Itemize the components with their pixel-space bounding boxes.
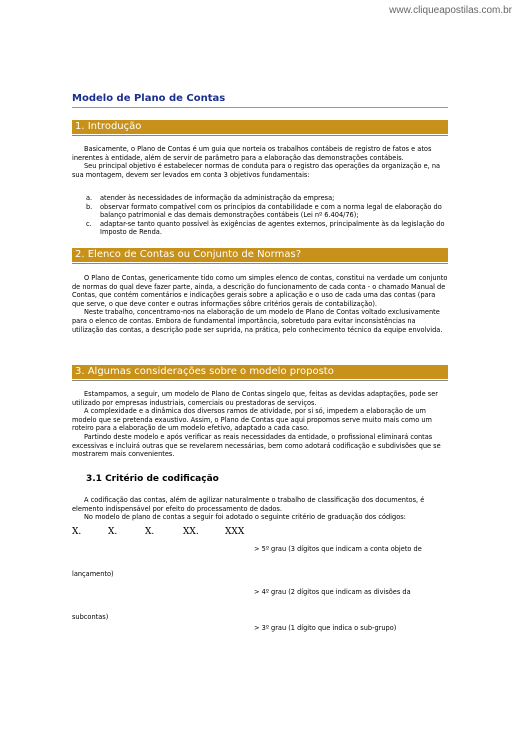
list-item-label: b. [86,202,93,211]
section-divider [72,263,448,264]
list-item [86,220,446,237]
paragraph: Estampamos, a seguir, um modelo de Plano de Contas singelo que, feitas as devidas adaptações, pode ser utilizado por empresas industriais, comerciais ou prestadoras de serviços. [72,390,438,407]
code-mask [72,527,244,537]
list-item-text: observar formato compatível com os princípios da contabilidade e com a norma legal de elaboração do balanço patrimonial e das demais demonstrações contábeis (Lei nº 6.404/76); [100,202,442,220]
paragraph: No modelo de plano de contas a seguir foi adotado o seguinte critério de graduação dos códigos: [84,513,406,522]
objectives-list [86,194,446,237]
paragraph: A codificação das contas, além de agilizar naturalmente o trabalho de classificação dos documentos, é elemento indispensável por efeito do processamento de dados. [72,496,425,513]
section-1-body [72,145,448,179]
grade-continuation: subcontas) [72,612,109,621]
code-segment: X. [72,527,82,537]
paragraph: Neste trabalho, concentramo-nos na elaboração de um modelo de Plano de Contas voltado exclusivamente para o elenco de contas. Embora de fundamental importância, sobretudo para evitar inconsistências na utilização das contas, a descrição pode ser suprida, na prática, pelo conhecimento técnico da equipe envolvida. [72,308,443,334]
grade-5 [72,545,448,578]
paragraph: A complexidade e a dinâmica dos diversos ramos de atividade, por si só, impedem a elaboração de um modelo que se pretenda exaustivo. Assim, o Plano de Contas que aqui propomos serve muito mais como um roteiro para a elaboração de um modelo efetivo, adaptado a cada caso. [72,407,432,433]
list-item-text: atender às necessidades de informação da administração da empresa; [100,194,335,202]
code-segment: X. [145,527,155,537]
paragraph: Partindo deste modelo e após verificar as reais necessidades da entidade, o profissional eliminará contas excessivas e incluirá outras que se revelarem necessárias, bem como adotará codificação e subdivisões que se mostrarem mais convenientes. [72,432,441,459]
list-item-label: a. [86,194,93,202]
section-heading-elenco-de-contas: 2. Elenco de Contas ou Conjunto de Normas? [72,248,448,262]
grade-3 [72,624,448,633]
grade-description: > 4º grau (2 dígitos que indicam as divisões da [254,588,411,596]
subsection-heading-criterio-de-codificacao: 3.1 Critério de codificação [86,474,219,484]
list-item [86,194,446,203]
section-divider [72,380,448,381]
grade-4 [72,588,448,621]
code-segment: X. [108,527,118,537]
paragraph: Seu principal objetivo é estabelecer normas de conduta para o registro das operações da organização e, na sua montagem, devem ser levados em conta 3 objetivos fundamentais: [72,162,441,179]
list-item-label: c. [86,219,92,228]
section-divider [72,135,448,136]
document-title: Modelo de Plano de Contas [72,93,226,104]
list-item-text: adaptar-se tanto quanto possível às exigências de agentes externos, principalmente às da legislação do Imposto de Renda. [100,219,445,237]
site-watermark: www.cliqueapostilas.com.br [389,5,512,16]
paragraph: O Plano de Contas, genericamente tido como um simples elenco de contas, constitui na verdade um conjunto de normas do qual deve fazer parte, ainda, a descrição do funcionamento de cada conta - o chamado Manual de Contas, que contém comentários e indicações gerais sobre a aplicação e o uso de cada uma das contas (para que serve, o que deve conter e outras informações sôbre critérios gerais de contabilização). [72,274,448,308]
code-segment: XX. [183,527,199,537]
grade-description: > 3º grau (1 dígito que indica o sub-grupo) [254,624,397,632]
section-heading-consideracoes: 3. Algumas considerações sobre o modelo proposto [72,365,448,379]
code-segment: XXX [225,527,245,537]
title-divider [72,107,448,108]
grade-description: > 5º grau (3 dígitos que indicam a conta objeto de [254,545,422,553]
list-item [86,203,446,220]
section-2-body [72,274,448,334]
paragraph: Basicamente, o Plano de Contas é um guia que norteia os trabalhos contábeis de registro de fatos e atos inerentes à entidade, além de servir de parâmetro para a elaboração das demonstrações contábeis. [72,145,432,162]
subsection-body [72,496,448,522]
section-3-body [72,390,448,459]
grade-continuation: lançamento) [72,569,114,578]
section-heading-introducao: 1. Introdução [72,120,448,134]
